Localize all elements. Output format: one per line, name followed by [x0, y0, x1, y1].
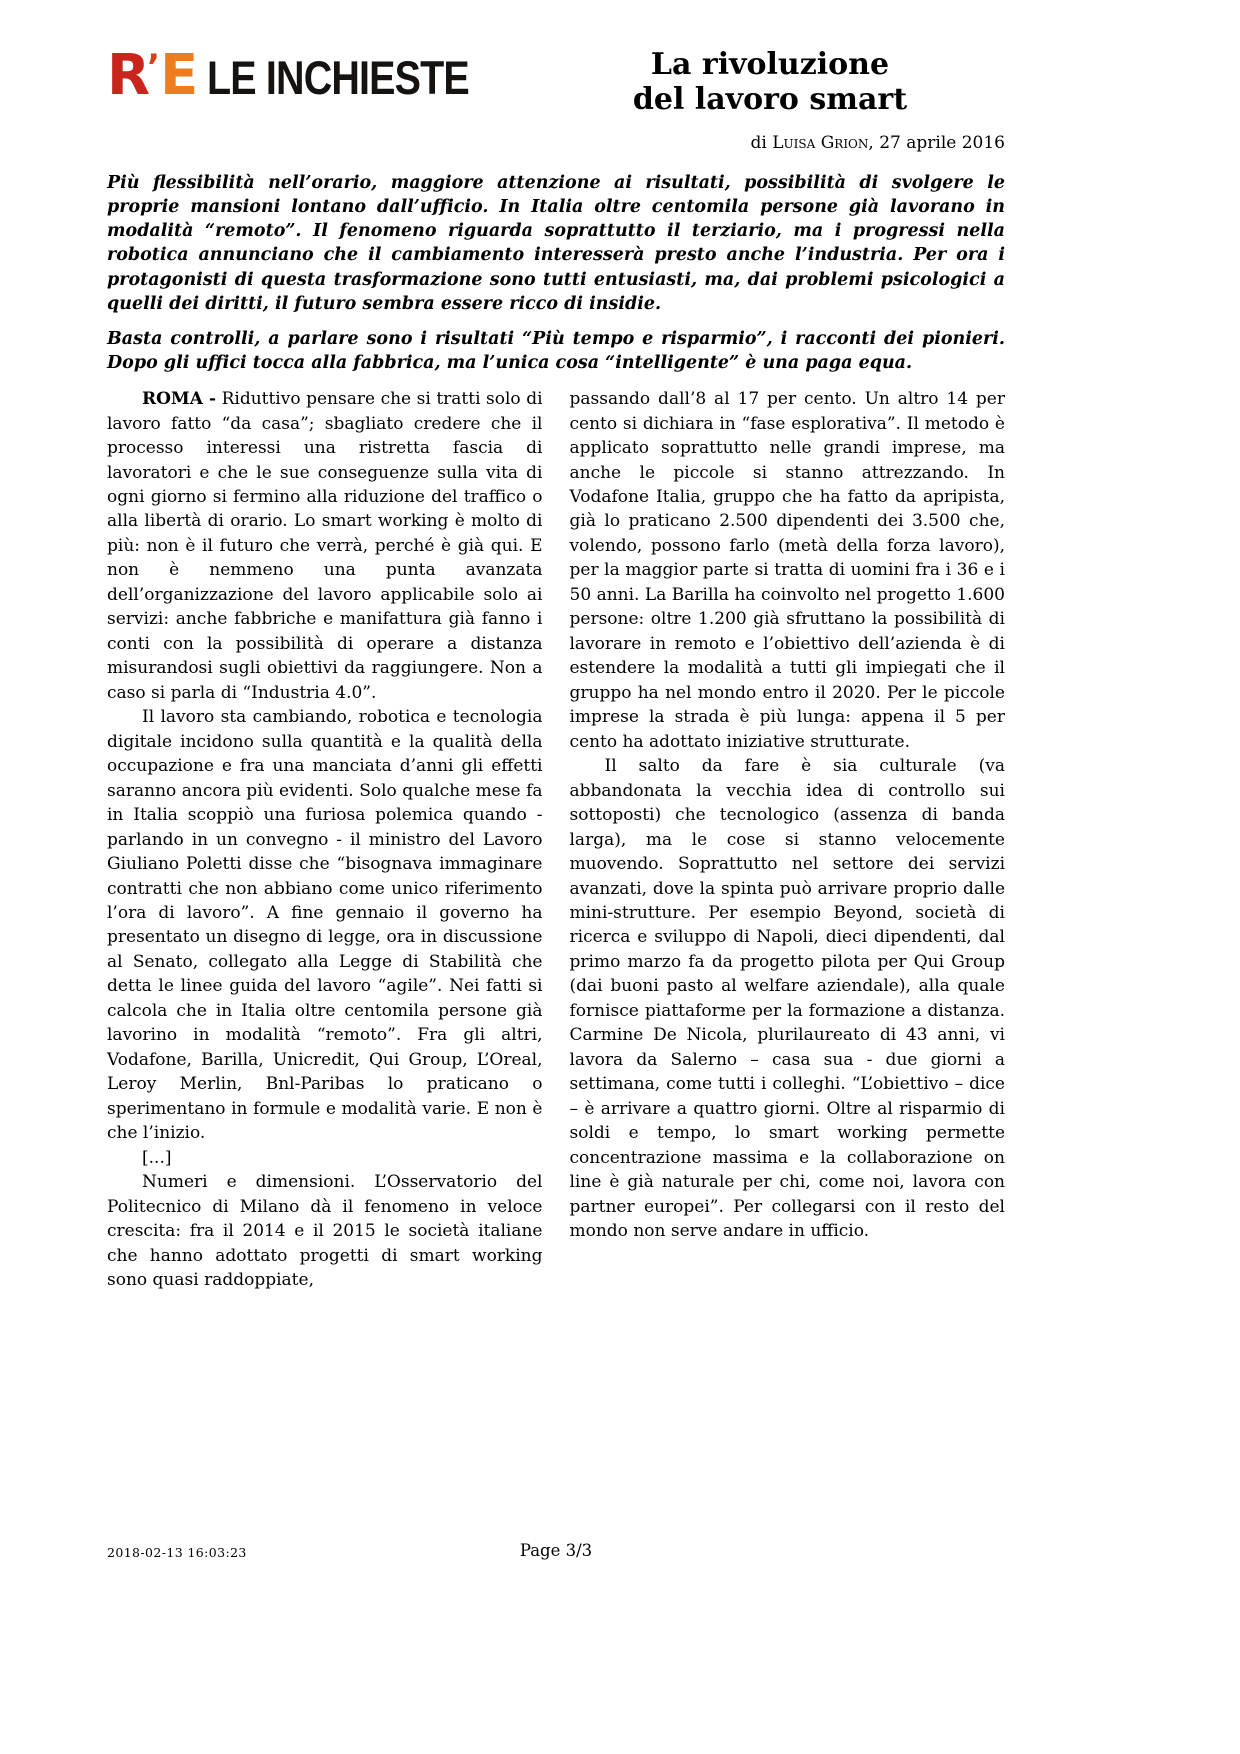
ellipsis-marker: [...]	[142, 1147, 172, 1168]
lede-paragraph: Più flessibilità nell’orario, maggiore attenzione ai risultati, possibilità di svolgere le proprie mansioni lontano dall’ufficio. In Italia oltre centomila persone già lavorano in modalità “remoto”. Il fenomeno riguarda soprattutto il terziario, ma i progressi nella robotica annunciano che il cambiamento interesserà presto anche l’industria. Per ora i protagonisti di questa trasformazione sono tutti entusiasti, ma, dai problemi psicologici a quelli dei diritti, il futuro sembra essere ricco di insidie.	[107, 173, 1005, 314]
dateline: ROMA -	[142, 389, 217, 410]
footer-timestamp: 2018-02-13 16:03:23	[107, 1545, 247, 1560]
footer-page-number: Page 3/3	[519, 1541, 593, 1560]
article-title	[535, 48, 1005, 117]
page-footer	[107, 1541, 1005, 1560]
paragraph-text: Riduttivo pensare che si tratti solo di lavoro fatto “da casa”; sbagliato credere che il processo interessi una ristretta fascia di lavoratori e che le sue conseguenze sulla vita di ogni giorno si fermino alla riduzione del traffico o alla libertà di orario. Lo smart working è molto di più: non è il futuro che verrà, perché è già qui. E non è nemmeno una punta avanzata dell’organizzazione del lavoro applicabile solo ai servizi: anche fabbriche e manifattura già fanno i conti con la possibilità di operare a distanza misurandosi sugli obiettivi da raggiungere. Non a caso si parla di “Industria 4.0”.	[107, 389, 543, 703]
page-header	[107, 43, 1005, 117]
title-block	[535, 48, 1005, 117]
page-content	[107, 43, 1005, 1292]
repubblica-logo	[107, 43, 519, 108]
lede	[107, 171, 1005, 375]
lede-paragraph: Basta controlli, a parlare sono i risultati “Più tempo e risparmio”, i racconti dei pionieri. Dopo gli uffici tocca alla fabbrica, ma l’unica cosa “intelligente” è una paga equa.	[107, 328, 1005, 373]
byline-author: Luisa Grion	[772, 133, 869, 153]
body-paragraph: Numeri e dimensioni. L’Osservatorio del Politecnico di Milano dà il fenomeno in veloce crescita: fra il 2014 e il 2015 le società italiane che hanno adottato progetti di smart working sono quasi raddoppiate,	[107, 1172, 543, 1290]
column-right	[570, 387, 1006, 1292]
article-body	[107, 387, 1005, 1292]
body-paragraph: Il salto da fare è sia culturale (va abbandonata la vecchia idea di controllo sui sottoposti) che tecnologico (assenza di banda larga), ma le cose si stanno velocemente muovendo. Soprattutto nel settore dei servizi avanzati, dove la spinta può arrivare proprio dalle mini-strutture. Per esempio Beyond, società di ricerca e sviluppo di Napoli, dieci dipendenti, dal primo marzo fa da progetto pilota per Qui Group (dai buoni pasto al welfare aziendale), alla quale fornisce piattaforme per la formazione a distanza. Carmine De Nicola, plurilaureato di 43 anni, vi lavora da Salerno – casa sua - due giorni a settimana, come tutti i colleghi. “L’obiettivo – dice – è arrivare a quattro giorni. Oltre al risparmio di soldi e tempo, lo smart working permette concentrazione massima e la collaborazione on line è già naturale per chi, come noi, lavora con partner europei”. Per collegarsi con il resto del mondo non serve andare in ufficio.	[569, 756, 1005, 1242]
logo-letter-e: E	[160, 43, 196, 108]
article-title-line2: del lavoro smart	[632, 81, 908, 117]
byline-prefix: di	[750, 133, 773, 153]
body-paragraph: Il lavoro sta cambiando, robotica e tecnologia digitale incidono sulla quantità e la qualità della occupazione e fra una manciata d’anni gli effetti saranno ancora più evidenti. Solo qualche mese fa in Italia scoppiò una furiosa polemica quando - parlando in un convegno - il ministro del Lavoro Giuliano Poletti disse che “bisognava immaginare contratti che non abbiano come unico riferimento l’ora di lavoro”. A fine gennaio il governo ha presentato un disegno di legge, ora in discussione al Senato, collegato alla Legge di Stabilità che detta le linee guida del lavoro “agile”. Nei fatti si calcola che in Italia oltre centomila persone già lavorino in modalità “remoto”. Fra gli altri, Vodafone, Barilla, Unicredit, Qui Group, L’Oreal, Leroy Merlin, Bnl-Paribas lo praticano o sperimentano in formule e modalità varie. E non è che l’inizio.	[107, 707, 543, 1144]
byline-date: , 27 aprile 2016	[868, 133, 1005, 153]
logo-apostrophe: ’	[147, 47, 161, 87]
article-title-line1: La rivoluzione	[650, 47, 890, 82]
masthead-le-inchieste: LE INCHIESTE	[207, 51, 470, 104]
column-left	[107, 387, 543, 1292]
logo-letter-r: R	[107, 43, 148, 108]
byline	[107, 133, 1005, 153]
body-paragraph	[107, 387, 543, 705]
body-paragraph: passando dall’8 al 17 per cento. Un altro 14 per cento si dichiara in “fase esplorativa”. Il metodo è applicato soprattutto nelle grandi imprese, ma anche le piccole si stanno attrezzando. In Vodafone Italia, gruppo che ha fatto da apripista, già lo praticano 2.500 dipendenti dei 3.500 che, volendo, possono farlo (metà della forza lavoro), per la maggior parte si tratta di uomini fra i 36 e i 50 anni. La Barilla ha coinvolto nel progetto 1.600 persone: oltre 1.200 già sfruttano la possibilità di lavorare in remoto e l’obiettivo dell’azienda è di estendere la modalità a tutti gli impiegati che il gruppo ha nel mondo entro il 2020. Per le piccole imprese la strada è più lunga: appena il 5 per cento ha adottato iniziative strutturate.	[569, 389, 1005, 752]
